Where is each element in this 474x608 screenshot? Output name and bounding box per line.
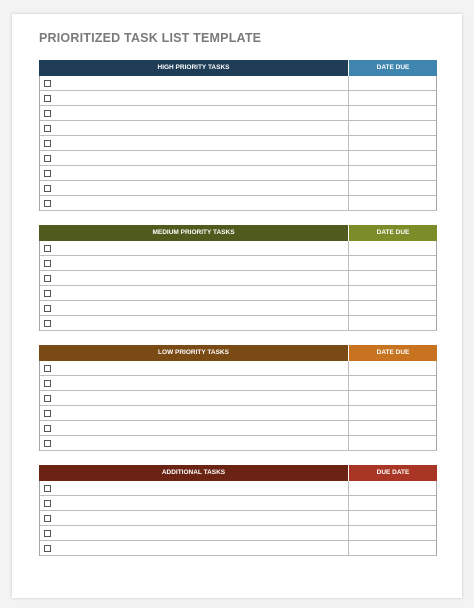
task-checkbox[interactable] [44,95,51,102]
template-page [12,14,462,598]
date-due-cell[interactable] [349,121,436,135]
task-column-header: HIGH PRIORITY TASKS [39,60,349,76]
task-cell[interactable] [40,256,349,270]
task-cell[interactable] [40,166,349,180]
task-checkbox[interactable] [44,125,51,132]
page-title: PRIORITIZED TASK LIST TEMPLATE [39,31,262,45]
date-due-cell[interactable] [349,436,436,450]
task-row [40,271,436,286]
task-cell[interactable] [40,286,349,300]
task-checkbox[interactable] [44,395,51,402]
task-rows [39,76,437,211]
task-checkbox[interactable] [44,245,51,252]
task-row [40,316,436,331]
date-due-cell[interactable] [349,361,436,375]
task-checkbox[interactable] [44,365,51,372]
task-cell[interactable] [40,541,349,555]
high-priority-section [39,60,437,211]
date-due-cell[interactable] [349,136,436,150]
task-checkbox[interactable] [44,200,51,207]
task-cell[interactable] [40,76,349,90]
task-rows [39,481,437,556]
task-row [40,166,436,181]
task-row [40,376,436,391]
task-cell[interactable] [40,511,349,525]
date-due-cell[interactable] [349,481,436,495]
task-cell[interactable] [40,436,349,450]
date-due-cell[interactable] [349,151,436,165]
task-checkbox[interactable] [44,545,51,552]
date-column-header: DATE DUE [349,345,437,361]
task-row [40,286,436,301]
task-checkbox[interactable] [44,155,51,162]
task-cell[interactable] [40,136,349,150]
date-due-cell[interactable] [349,76,436,90]
date-column-header: DATE DUE [349,225,437,241]
task-row [40,91,436,106]
task-cell[interactable] [40,361,349,375]
task-cell[interactable] [40,271,349,285]
task-rows [39,361,437,451]
task-cell[interactable] [40,196,349,210]
date-column-header: DUE DATE [349,465,437,481]
task-rows [39,241,437,331]
section-header [39,60,437,76]
task-checkbox[interactable] [44,380,51,387]
section-header [39,225,437,241]
medium-priority-section [39,225,437,331]
date-due-cell[interactable] [349,541,436,555]
task-row [40,361,436,376]
task-checkbox[interactable] [44,110,51,117]
task-checkbox[interactable] [44,485,51,492]
task-cell[interactable] [40,106,349,120]
task-row [40,136,436,151]
task-row [40,241,436,256]
task-row [40,541,436,556]
task-row [40,436,436,451]
task-checkbox[interactable] [44,500,51,507]
task-checkbox[interactable] [44,260,51,267]
task-cell[interactable] [40,496,349,510]
task-cell[interactable] [40,316,349,330]
task-cell[interactable] [40,91,349,105]
task-cell[interactable] [40,181,349,195]
task-cell[interactable] [40,241,349,255]
task-row [40,181,436,196]
date-due-cell[interactable] [349,376,436,390]
task-cell[interactable] [40,121,349,135]
task-checkbox[interactable] [44,185,51,192]
section-header [39,345,437,361]
task-checkbox[interactable] [44,140,51,147]
task-cell[interactable] [40,391,349,405]
task-checkbox[interactable] [44,275,51,282]
task-checkbox[interactable] [44,410,51,417]
date-due-cell[interactable] [349,496,436,510]
date-due-cell[interactable] [349,166,436,180]
date-due-cell[interactable] [349,511,436,525]
task-cell[interactable] [40,481,349,495]
task-row [40,406,436,421]
task-cell[interactable] [40,151,349,165]
task-checkbox[interactable] [44,440,51,447]
task-row [40,301,436,316]
task-checkbox[interactable] [44,530,51,537]
section-header [39,465,437,481]
task-checkbox[interactable] [44,290,51,297]
task-column-header: MEDIUM PRIORITY TASKS [39,225,349,241]
task-cell[interactable] [40,421,349,435]
task-row [40,526,436,541]
task-checkbox[interactable] [44,320,51,327]
date-due-cell[interactable] [349,391,436,405]
task-row [40,196,436,211]
task-checkbox[interactable] [44,425,51,432]
task-column-header: ADDITIONAL TASKS [39,465,349,481]
task-row [40,106,436,121]
date-due-cell[interactable] [349,256,436,270]
date-due-cell[interactable] [349,106,436,120]
date-due-cell[interactable] [349,196,436,210]
task-row [40,121,436,136]
task-row [40,496,436,511]
task-checkbox[interactable] [44,80,51,87]
task-cell[interactable] [40,406,349,420]
task-row [40,151,436,166]
date-due-cell[interactable] [349,406,436,420]
task-cell[interactable] [40,376,349,390]
date-due-cell[interactable] [349,286,436,300]
task-row [40,421,436,436]
task-row [40,511,436,526]
date-due-cell[interactable] [349,316,436,330]
date-column-header: DATE DUE [349,60,437,76]
date-due-cell[interactable] [349,421,436,435]
date-due-cell[interactable] [349,241,436,255]
date-due-cell[interactable] [349,181,436,195]
task-row [40,76,436,91]
task-row [40,256,436,271]
task-row [40,391,436,406]
task-checkbox[interactable] [44,305,51,312]
task-cell[interactable] [40,301,349,315]
task-checkbox[interactable] [44,170,51,177]
date-due-cell[interactable] [349,526,436,540]
additional-tasks-section [39,465,437,556]
date-due-cell[interactable] [349,271,436,285]
date-due-cell[interactable] [349,91,436,105]
low-priority-section [39,345,437,451]
task-checkbox[interactable] [44,515,51,522]
task-cell[interactable] [40,526,349,540]
date-due-cell[interactable] [349,301,436,315]
task-row [40,481,436,496]
task-column-header: LOW PRIORITY TASKS [39,345,349,361]
